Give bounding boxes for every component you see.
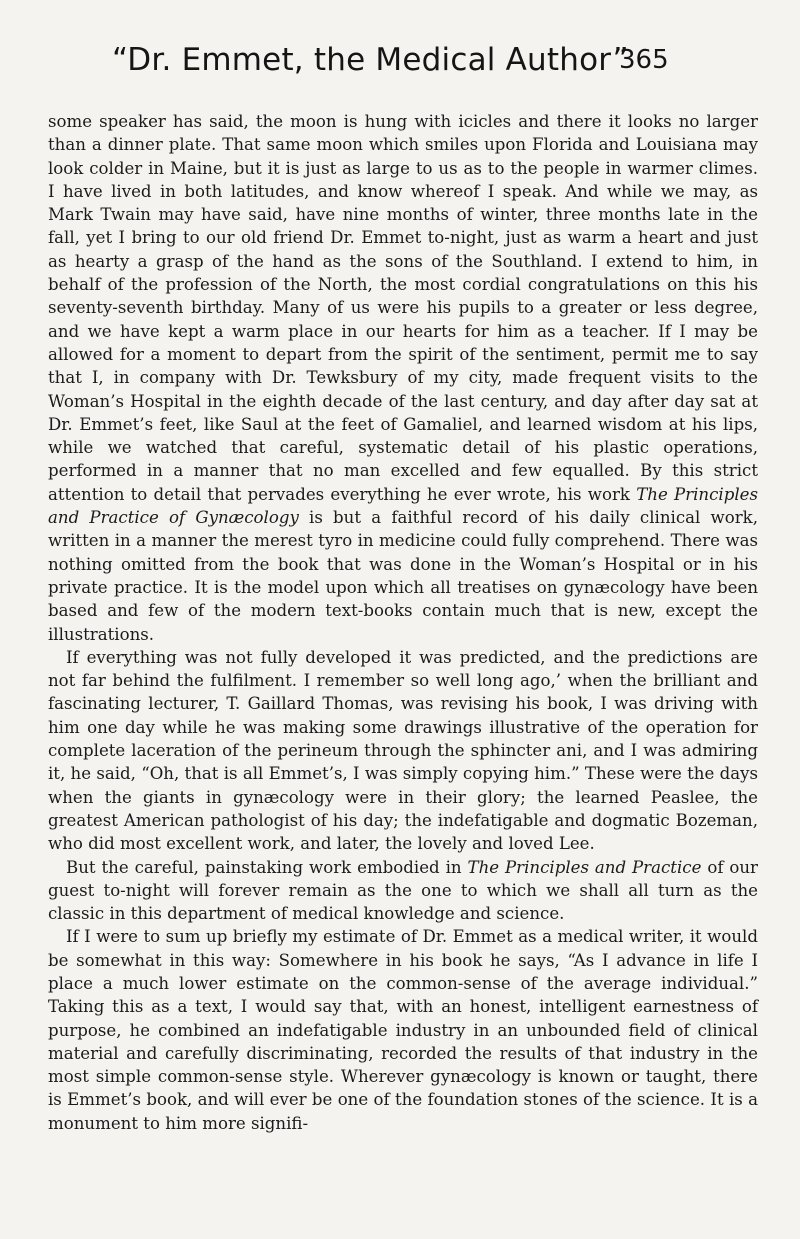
running-title: “Dr. Emmet, the Medical Author”: [112, 42, 629, 78]
paragraph-2: [48, 646, 758, 856]
page-header: [0, 30, 800, 90]
paragraph-text: But the careful, painstaking work embodied in: [66, 857, 468, 877]
paragraph-text: of our guest to-night will forever remain as the one to which we shall all turn as the classic in this department of medical knowledge and science.: [48, 857, 758, 924]
paragraph-1: [48, 110, 758, 646]
paragraph-4: [48, 925, 758, 1135]
paragraph-text: some speaker has said, the moon is hung with icicles and there it looks no larger than a dinner plate. That same moon which smiles upon Florida and Louisiana may look colder in Maine, but it is just as large to us as to the people in warmer climes. I have lived in both latitudes, and know whereof I speak. And while we may, as Mark Twain may have said, have nine months of winter, three months late in the fall, yet I bring to our old friend Dr. Emmet to-night, just as warm a heart and just as hearty a grasp of the hand as the sons of the Southland. I extend to him, in behalf of the profession of the North, the most cordial congratulations on this his seventy-seventh birthday. Many of us were his pupils to a greater or less degree, and we have kept a warm place in our hearts for him as a teacher. If I may be allowed for a moment to depart from the spirit of the sentiment, permit me to say that I, in company with Dr. Tewksbury of my city, made frequent visits to the Woman’s Hospital in the eighth decade of the last century, and day after day sat at Dr. Emmet’s feet, like Saul at the feet of Gamaliel, and learned wisdom at his lips, while we watched that careful, systematic detail of his plastic operations, performed in a manner that no man excelled and few equalled. By this strict attention to detail that pervades everything he ever wrote, his work: [48, 112, 758, 504]
paragraph-text: If I were to sum up briefly my estimate of Dr. Emmet as a medical writer, it would be somewhat in this way: Somewhere in his book he says, “As I advance in life I place a much lower estimate on the common-sense of the average individual.” Taking this as a text, I would say that, with an honest, intelligent earnestness of purpose, he combined an indefatigable industry in an unbounded field of clinical material and carefully discriminating, recorded the results of that industry in the most simple common-sense style. Wherever gynæcology is known or taught, there is Emmet’s book, and will ever be one of the foundation stones of the science. It is a monument to him more signifi-: [48, 927, 758, 1133]
paragraph-text: is but a faithful record of his daily clinical work, written in a manner the merest tyro in medicine could fully comprehend. There was nothing omitted from the book that was done in the Woman’s Hospital or in his private practice. It is the model upon which all treatises on gynæcology have been based and few of the modern text-books contain much that is new, except the illustrations.: [48, 508, 758, 644]
book-title-italic: The Principles and Practice: [467, 857, 702, 877]
page-number: 365: [619, 45, 669, 75]
paragraph-text: If everything was not fully developed it was predicted, and the predictions are not far behind the fulfilment. I remember so well long ago,’ when the brilliant and fascinating lecturer, T. Gaillard Thomas, was revising his book, I was driving with him one day while he was making some drawings illustrative of the operation for complete laceration of the perineum through the sphincter ani, and I was admiring it, he said, “Oh, that is all Emmet’s, I was simply copying him.” These were the days when the giants in gynæcology were in their glory; the learned Peaslee, the greatest American pathologist of his day; the indefatigable and dogmatic Bozeman, who did most excellent work, and later, the lovely and loved Lee.: [48, 647, 758, 854]
body-text: [48, 110, 758, 1135]
book-title-italic: The Principles and Practice of Gynæcology: [48, 484, 758, 528]
paragraph-3: [48, 856, 758, 926]
